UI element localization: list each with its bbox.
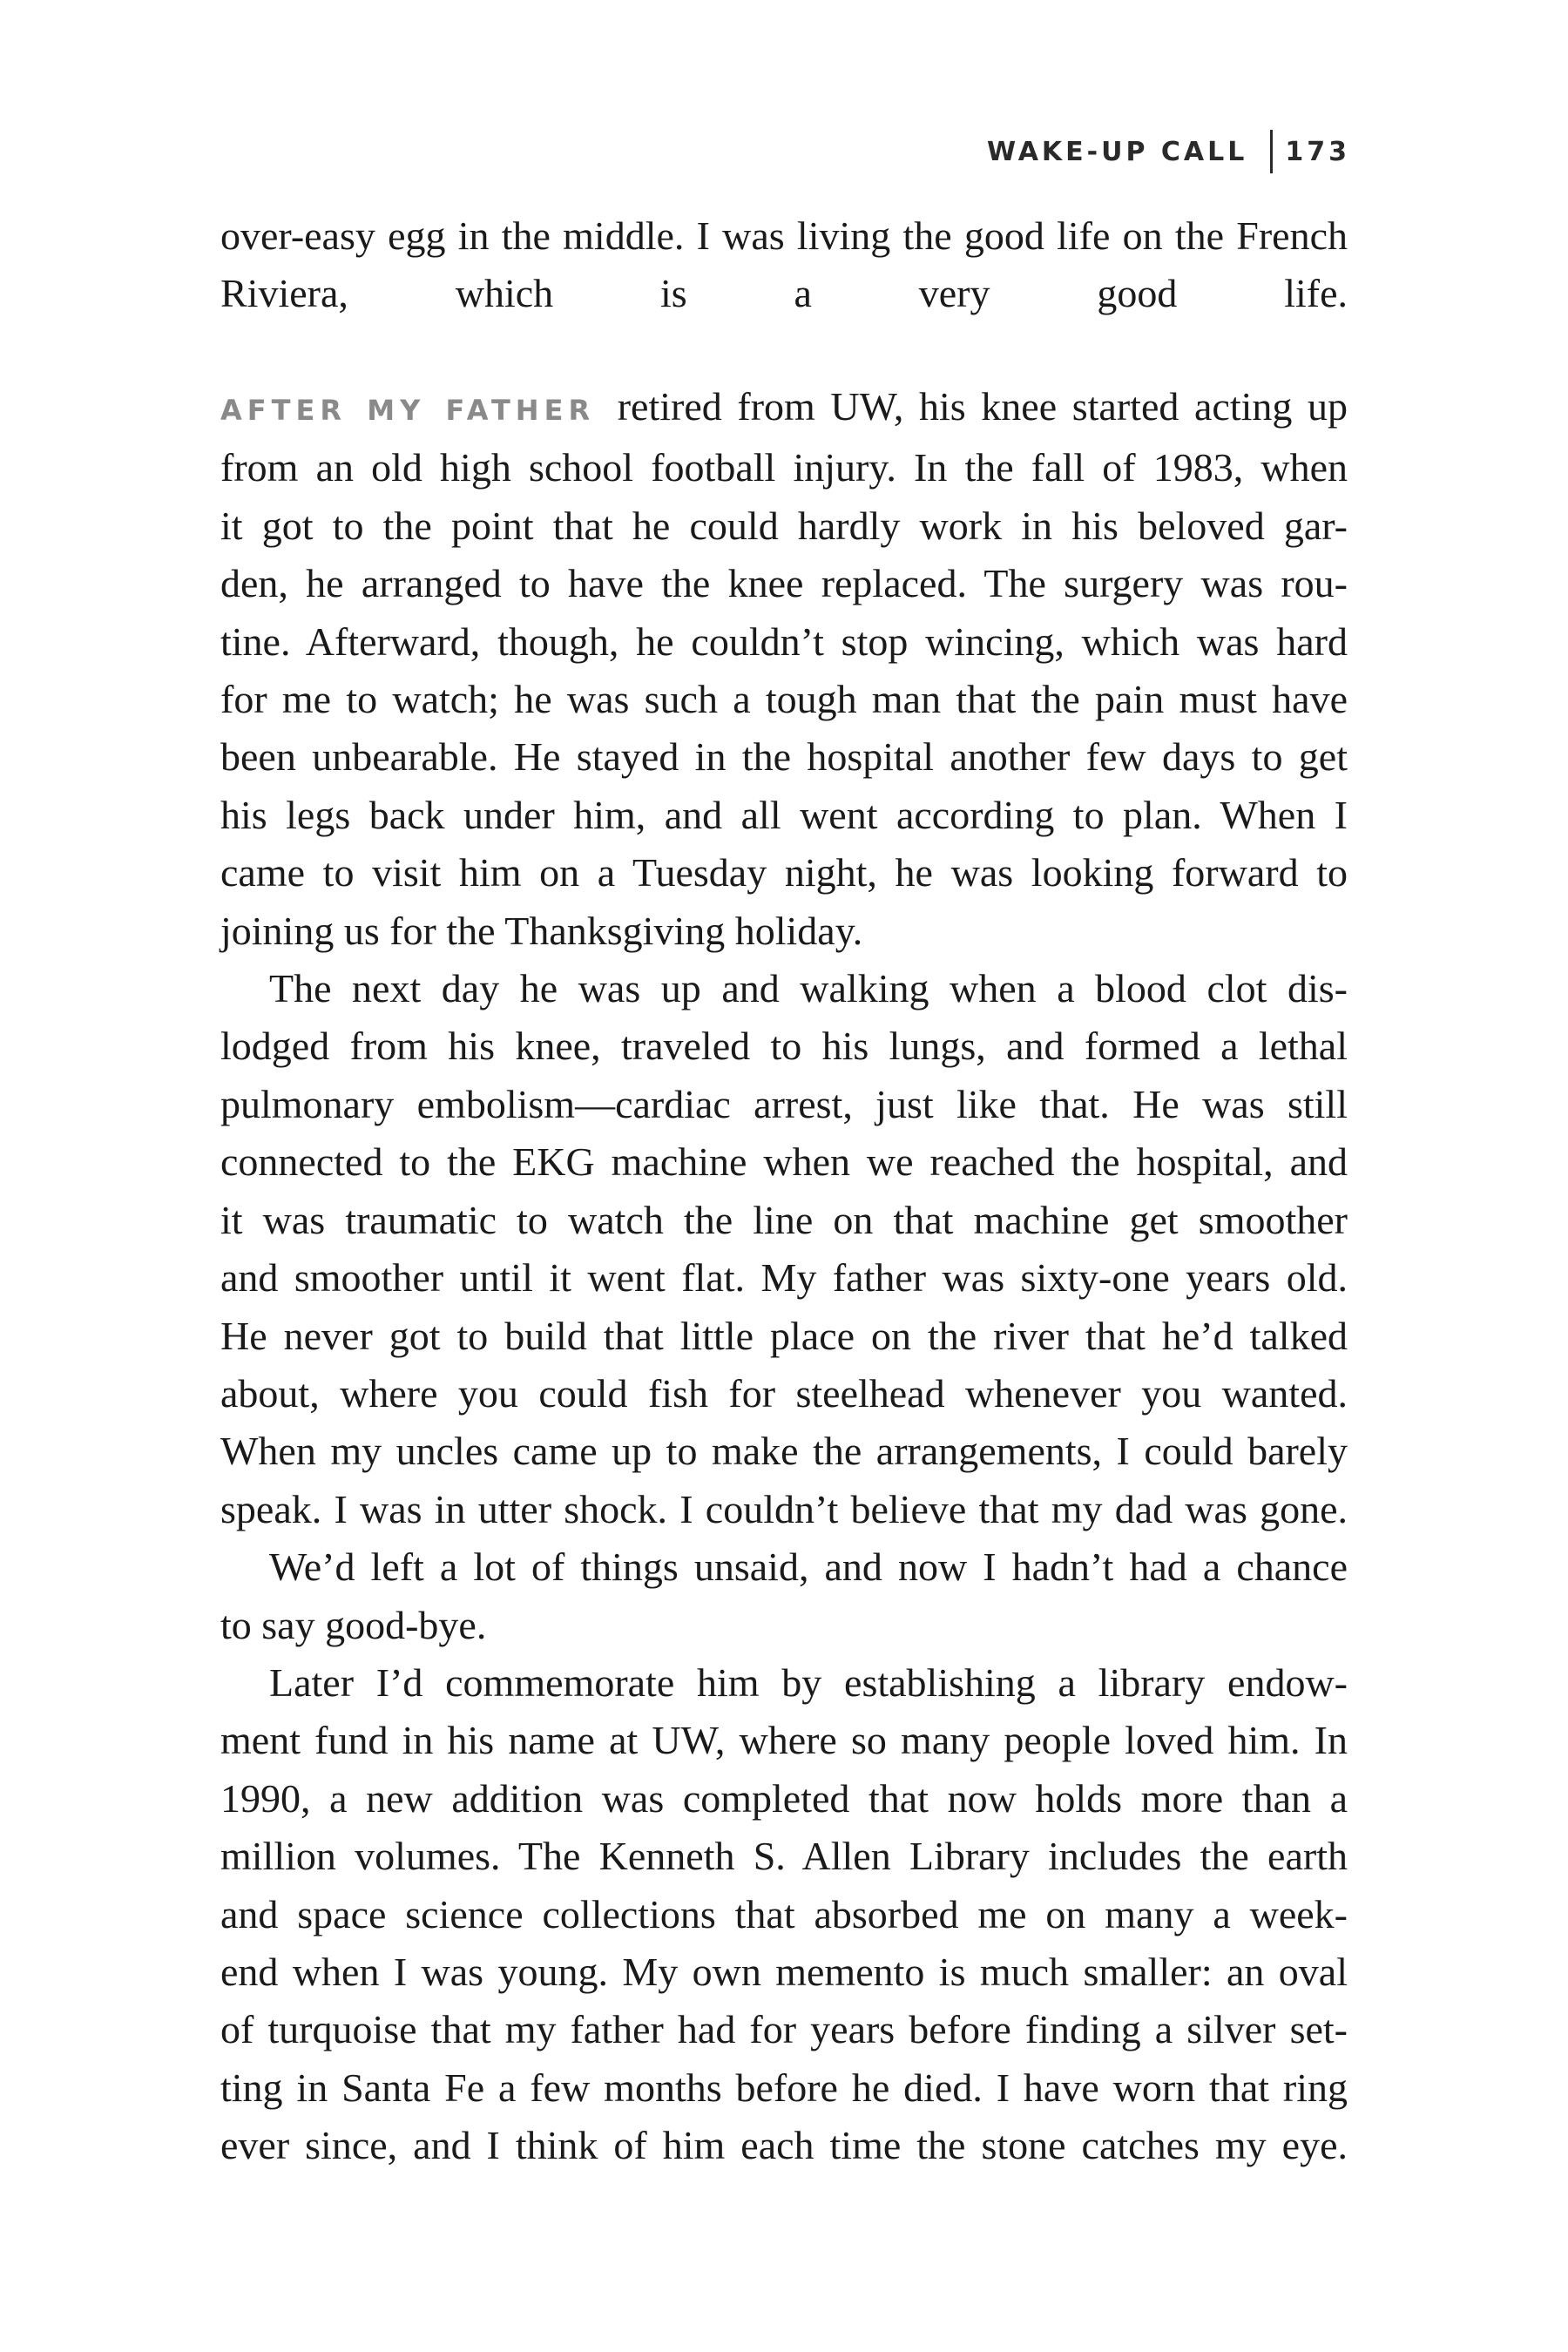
text-line: it got to the point that he could hardly work in his beloved gar- [220,503,1348,548]
text-line: over-easy egg in the middle. I was living the good life on the French [220,213,1348,258]
text-line: lodged from his knee, traveled to his lungs, and formed a lethal [220,1024,1348,1069]
text-line: Later I’d commemorate him by establishing a library endow- [269,1659,1348,1705]
paragraph [220,1654,1348,2175]
opening-paragraph [220,207,1348,323]
text-line: ting in Santa Fe a few months before he died. I have worn that ring [220,2065,1348,2110]
section-lead-in: AFTER MY FATHER [220,394,596,427]
text-line: about, where you could fish for steelhead whenever you wanted. [220,1370,1348,1416]
text-line: million volumes. The Kenneth S. Allen Library includes the earth [220,1834,1348,1879]
text-line: for me to watch; he was such a tough man that the pain must have [220,677,1348,722]
text-line: been unbearable. He stayed in the hospital another few days to get [220,734,1348,780]
header-divider [1270,130,1273,173]
text-line: The next day he was up and walking when a blood clot dis- [269,966,1348,1011]
text-line: and space science collections that absorbed me on many a week- [220,1891,1348,1936]
text-line: came to visit him on a Tuesday night, he was looking forward to [220,850,1348,896]
text-line: and smoother until it went flat. My father was sixty-one years old. [220,1255,1348,1301]
text-line: it was traumatic to watch the line on that machine get smoother [220,1197,1348,1242]
text-line: 1990, a new addition was completed that now holds more than a [220,1775,1348,1821]
paragraph [220,960,1348,1538]
text-line: pulmonary embolism—cardiac arrest, just like that. He was still [220,1081,1348,1126]
paragraph [220,207,1348,323]
text-line: We’d left a lot of things unsaid, and now I hadn’t had a chance [269,1544,1348,1590]
text-line: ment fund in his name at UW, where so many people loved him. In [220,1718,1348,1763]
paragraph [220,1538,1348,1654]
text-line: to say good-bye. [220,1602,487,1647]
running-title: WAKE-UP CALL [986,136,1248,167]
page-number: 173 [1285,136,1350,167]
text-line: speak. I was in utter shock. I couldn’t believe that my dad was gone. [220,1486,1348,1531]
text-line: joining us for the Thanksgiving holiday. [220,908,863,953]
paragraph [220,378,1348,960]
text-line: connected to the EKG machine when we reached the hospital, and [220,1139,1348,1185]
text-line [220,378,1348,439]
text-line: his legs back under him, and all went according to plan. When I [220,792,1348,837]
section-body [220,378,1348,2175]
text-line: from an old high school football injury. In the fall of 1983, when [220,445,1348,490]
text-line: Riviera, which is a very good life. [220,271,1348,316]
text-line: of turquoise that my father had for years before finding a silver set- [220,2007,1348,2052]
text-line: When my uncles came up to make the arrangements, I could barely [220,1429,1348,1474]
text-line: tine. Afterward, though, he couldn’t stop wincing, which was hard [220,618,1348,664]
text-line: ever since, and I think of him each time the stone catches my eye. [220,2123,1348,2168]
text-fragment: retired from UW, his knee started acting up [602,384,1348,429]
text-line: He never got to build that little place on the river that he’d talked [220,1313,1348,1358]
text-line: den, he arranged to have the knee replaced. The surgery was rou- [220,561,1348,606]
text-line: end when I was young. My own memento is much smaller: an oval [220,1949,1348,1994]
running-head [987,127,1350,176]
